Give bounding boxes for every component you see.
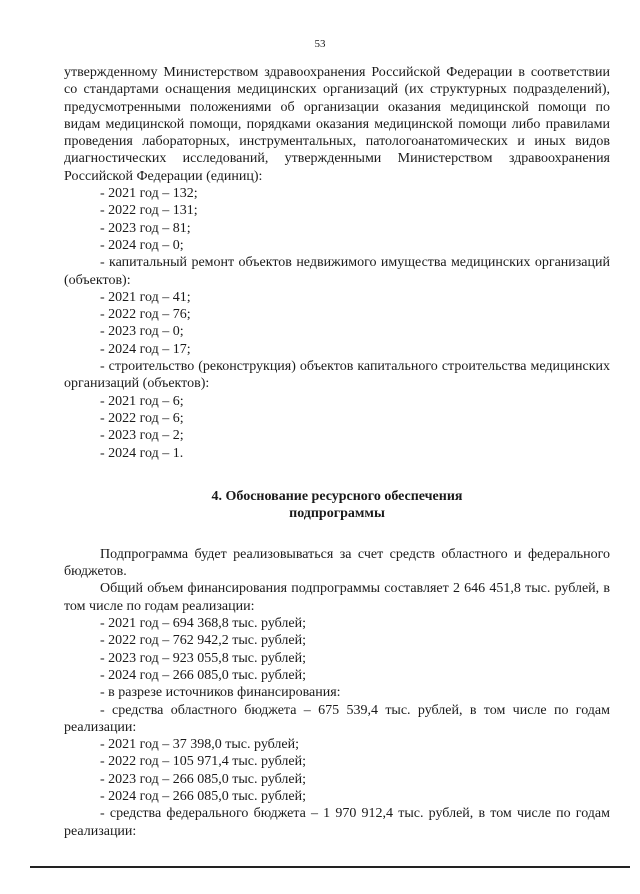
list-item: - 2022 год – 6; (100, 410, 184, 426)
federal-budget-paragraph: - средства федерального бюджета – 1 970 912,4 тыс. рублей, в том числе по годам реализации: (64, 806, 610, 839)
section-title-line: подпрограммы (289, 505, 385, 521)
capital-repair-years-list (64, 289, 610, 358)
total-funding-paragraph: Общий объем финансирования подпрограммы составляет 2 646 451,8 тыс. рублей, в том числе по годам реализации: (64, 581, 610, 614)
list-item: - 2022 год – 131; (100, 203, 198, 219)
section-title-line: 4. Обоснование ресурсного обеспечения (211, 488, 463, 504)
list-item: - 2024 год – 17; (100, 341, 191, 357)
intro-paragraph: утвержденному Министерством здравоохранения Российской Федерации в соответствии со стандартами оснащения медицинских организаций (их структурных подразделений), предусмотренными положениями об организации оказания медицинской помощи по видам медицинской помощи, порядками оказания медицинской помощи либо правилами проведения лабораторных, инструментальных, патологоанатомических и иных видов диагностических исследований, утвержденными Министерством здравоохранения Российской Федерации (единиц): (64, 65, 610, 184)
regional-budget-paragraph: - средства областного бюджета – 675 539,4 тыс. рублей, в том числе по годам реализации: (64, 702, 610, 735)
equipment-years-list (64, 185, 610, 254)
list-item: - 2021 год – 6; (100, 393, 184, 409)
list-item: - 2023 год – 923 055,8 тыс. рублей; (100, 650, 307, 666)
regional-budget-years-list (64, 736, 610, 805)
list-item: - 2022 год – 76; (100, 307, 191, 323)
list-item: - 2023 год – 81; (100, 220, 191, 236)
list-item: - 2021 год – 132; (100, 186, 198, 202)
funding-sources-paragraph: Подпрограмма будет реализовываться за счет средств областного и федерального бюджетов. (64, 546, 610, 580)
list-item: - 2024 год – 0; (100, 237, 184, 253)
list-item: - 2021 год – 41; (100, 289, 191, 305)
page-body (64, 64, 610, 840)
by-source-line: - в разрезе источников финансирования: (100, 685, 341, 701)
construction-years-list (64, 393, 610, 462)
total-funding-years-list (64, 615, 610, 684)
list-item: - 2021 год – 37 398,0 тыс. рублей; (100, 737, 300, 753)
list-item: - 2023 год – 0; (100, 324, 184, 340)
construction-heading: - строительство (реконструкция) объектов капитального строительства медицинских организаций (объектов): (64, 359, 610, 392)
list-item: - 2023 год – 266 085,0 тыс. рублей; (100, 771, 307, 787)
capital-repair-heading: - капитальный ремонт объектов недвижимого имущества медицинских организаций (объектов): (64, 255, 610, 288)
list-item: - 2022 год – 105 971,4 тыс. рублей; (100, 754, 307, 770)
list-item: - 2022 год – 762 942,2 тыс. рублей; (100, 633, 307, 649)
list-item: - 2024 год – 266 085,0 тыс. рублей; (100, 788, 307, 804)
list-item: - 2024 год – 266 085,0 тыс. рублей; (100, 667, 307, 683)
list-item: - 2021 год – 694 368,8 тыс. рублей; (100, 616, 307, 632)
list-item: - 2023 год – 2; (100, 428, 184, 444)
section-title (64, 488, 610, 522)
page-bottom-rule (30, 866, 630, 868)
list-item: - 2024 год – 1. (100, 445, 184, 461)
page-number: 53 (314, 38, 326, 50)
